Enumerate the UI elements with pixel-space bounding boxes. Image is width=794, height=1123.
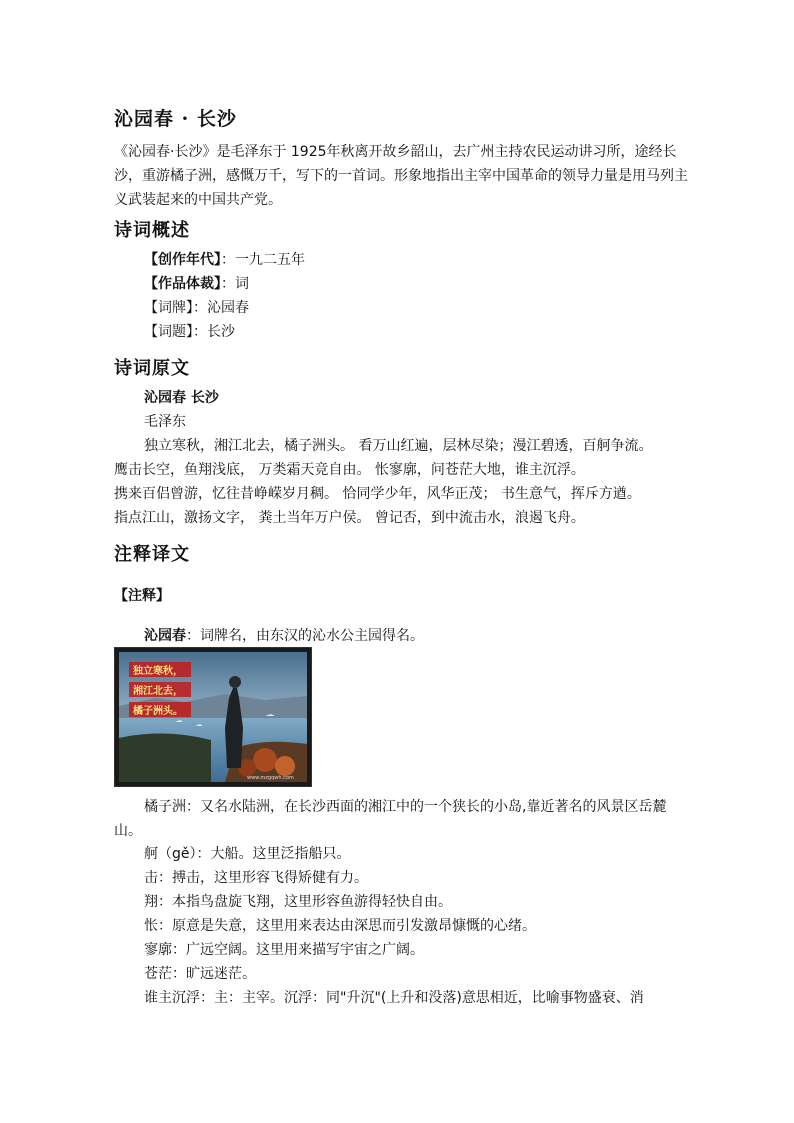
illustration-watermark: www.mzgqwh.com: [247, 775, 294, 781]
overview-value: ：沁园春: [193, 300, 249, 316]
note-entry: 寥廓：广远空阔。这里用来描写宇宙之广阔。: [144, 942, 424, 958]
poem-author: 毛泽东: [144, 414, 186, 430]
overview-item-cipai: [144, 298, 249, 318]
overview-item-topic: [144, 322, 235, 342]
overview-value: ：长沙: [193, 324, 235, 340]
note-entry: 翔：本指鸟盘旋飞翔，这里形容鱼游得轻快自由。: [144, 894, 452, 910]
notes-heading: 注释译文: [114, 544, 190, 565]
note-entry: 苍茫：旷远迷茫。: [144, 966, 256, 982]
note-entry: 击：搏击，这里形容飞得矫健有力。: [144, 870, 368, 886]
illustration-caption: 湘江北去，: [133, 686, 183, 697]
overview-label: 【词牌】: [144, 300, 193, 316]
intro-paragraph: 《沁园春·长沙》是毛泽东于 1925年秋离开故乡韶山，去广州主持农民运动讲习所，途经长沙，重游橘子洲，感慨万千，写下的一首词。形象地指出主宰中国革命的领导力量是用马列主义武装起来的中国共产党。: [114, 144, 688, 208]
illustration-caption: 独立寒秋，: [133, 666, 183, 677]
overview-value: ：词: [221, 276, 249, 292]
note-entry: 橘子洲：又名水陆洲，在长沙西面的湘江中的一个狭长的小岛,靠近著名的风景区岳麓山。: [114, 799, 667, 839]
note-term: 沁园春: [144, 628, 186, 644]
note-entry: 谁主沉浮：主：主宰。沉浮：同"升沉"(上升和没落)意思相近，比喻事物盛衰、消: [144, 990, 644, 1006]
overview-item-era: [144, 250, 305, 270]
original-heading: 诗词原文: [114, 358, 190, 379]
poem-title: 沁园春 长沙: [144, 390, 219, 406]
note-entry: 舸（gě）：大船。这里泛指船只。: [144, 846, 351, 862]
poem-line: 独立寒秋，湘江北去，橘子洲头。 看万山红遍，层林尽染；漫江碧透，百舸争流。: [144, 438, 653, 454]
overview-label: 【作品体裁】: [144, 276, 221, 292]
note-text: ：词牌名，由东汉的沁水公主园得名。: [186, 628, 424, 644]
poem-line: 指点江山，激扬文字， 粪土当年万户侯。 曾记否，到中流击水，浪遏飞舟。: [114, 510, 585, 526]
poem-line: 携来百侣曾游，忆往昔峥嵘岁月稠。 恰同学少年，风华正茂； 书生意气，挥斥方遒。: [114, 486, 641, 502]
overview-heading: 诗词概述: [114, 220, 190, 241]
overview-item-genre: [144, 274, 249, 294]
note-qinyuanchun: [144, 626, 424, 646]
page-title: 沁园春 · 长沙: [114, 108, 237, 130]
poem-illustration: [114, 647, 312, 787]
overview-value: ：一九二五年: [221, 252, 305, 268]
overview-label: 【创作年代】: [144, 252, 221, 268]
illustration-caption: 橘子洲头。: [133, 706, 183, 717]
note-entry: 怅：原意是失意，这里用来表达由深思而引发激昂慷慨的心绪。: [144, 918, 536, 934]
overview-label: 【词题】: [144, 324, 193, 340]
poem-line: 鹰击长空，鱼翔浅底， 万类霜天竞自由。 怅寥廓，问苍茫大地，谁主沉浮。: [114, 462, 585, 478]
notes-subheading: 【注释】: [114, 588, 170, 604]
